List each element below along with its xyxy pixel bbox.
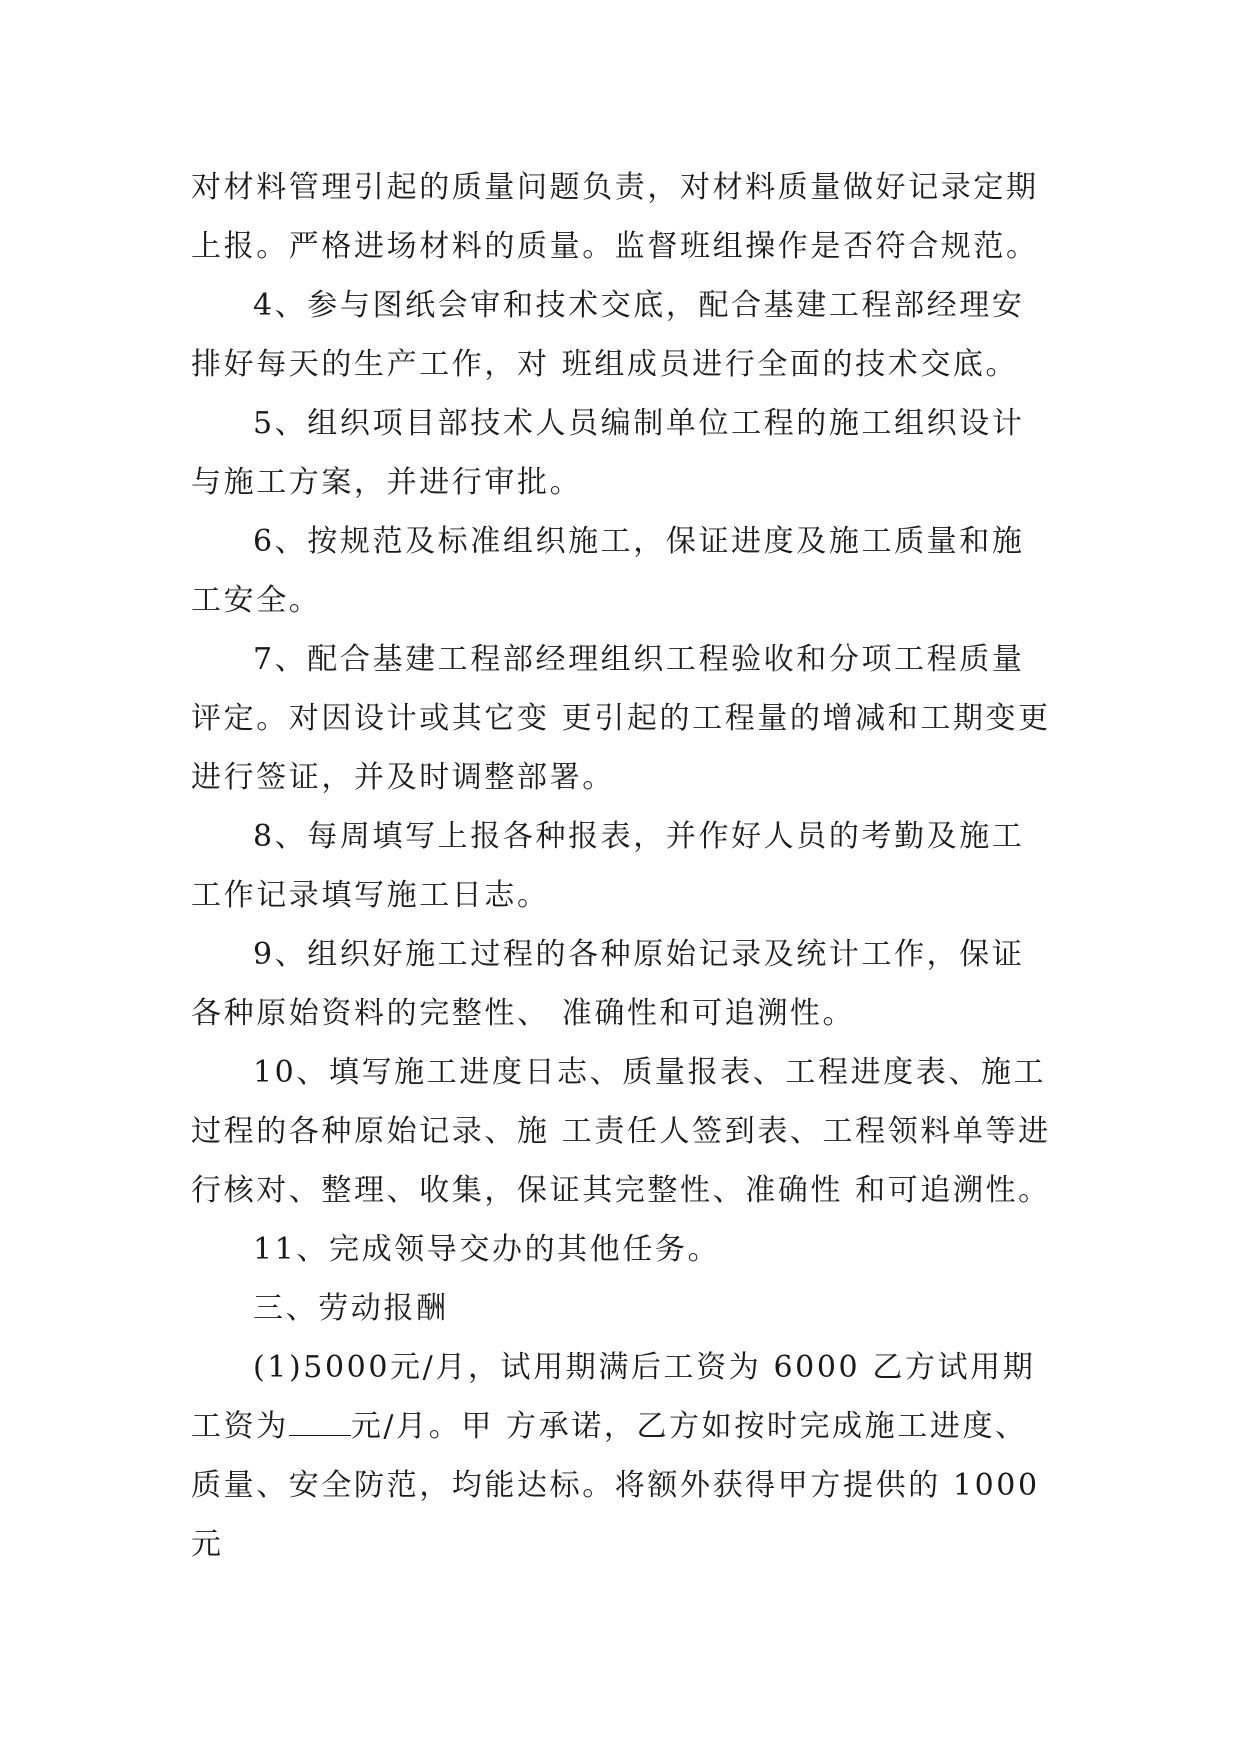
paragraph-continued: 对材料管理引起的质量问题负责，对材料质量做好记录定期上报。严格进场材料的质量。监督班组操作是否符合规范。 [191, 170, 1039, 264]
salary-text-part2: 元/月。甲 方承诺，乙方如按时完成施工进度、质量、安全防范，均能达标。将额外获得甲方提供的 1000 元 [191, 1409, 1040, 1562]
salary-blank-field [289, 1435, 351, 1436]
list-item-8: 8、每周填写上报各种报表，并作好人员的考勤及施工工作记录填写施工日志。 [191, 819, 1025, 913]
list-item-10: 10、填写施工进度日志、质量报表、工程进度表、施工过程的各种原始记录、施 工责任人签到表、工程领料单等进行核对、整理、收集，保证其完整性、准确性 和可追溯性。 [191, 1055, 1051, 1208]
list-item-9: 9、组织好施工过程的各种原始记录及统计工作，保证各种原始资料的完整性、 准确性和可追溯性。 [191, 937, 1025, 1031]
list-item-7: 7、配合基建工程部经理组织工程验收和分项工程质量评定。对因设计或其它变 更引起的工程量的增减和工期变更进行签证，并及时调整部署。 [191, 642, 1051, 795]
list-item-5: 5、组织项目部技术人员编制单位工程的施工组织设计与施工方案，并进行审批。 [191, 406, 1025, 500]
list-item-4: 4、参与图纸会审和技术交底，配合基建工程部经理安排好每天的生产工作，对 班组成员进行全面的技术交底。 [191, 288, 1025, 382]
document-body [191, 158, 1051, 1574]
salary-paragraph [191, 1338, 1051, 1574]
section-heading-labor-compensation: 三、劳动报酬 [253, 1291, 449, 1326]
list-item-6: 6、按规范及标准组织施工，保证进度及施工质量和施工安全。 [191, 524, 1025, 618]
list-item-11: 11、完成领导交办的其他任务。 [253, 1232, 721, 1267]
salary-text-part1: (1)5000元/月，试用期满后工资为 6000 乙方试用期工资为 [191, 1350, 1036, 1444]
